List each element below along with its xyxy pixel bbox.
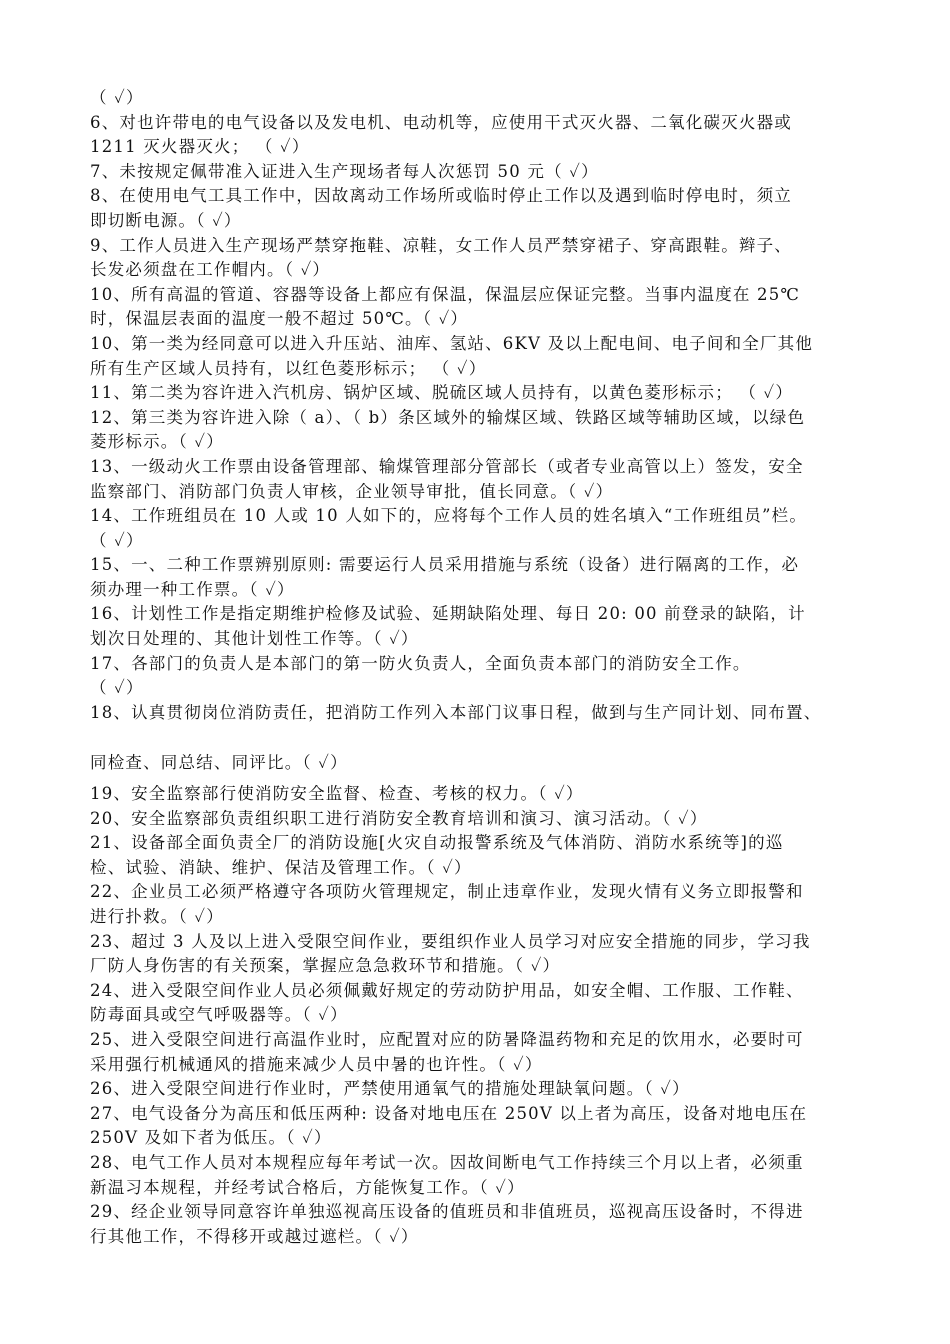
text-line: 所有生产区域人员持有，以红色菱形标示； （ ✓） <box>90 358 487 378</box>
text-line: 长发必须盘在工作帽内。（ ✓） <box>90 260 331 280</box>
text-line: 监察部门、消防部门负责人审核，企业领导审批，值长同意。（ ✓） <box>90 481 614 501</box>
text-line: （ ✓） <box>90 678 144 698</box>
text-line <box>90 1249 870 1274</box>
text-line: 26、进入受限空间进行作业时，严禁使用通氧气的措施处理缺氧问题。（ ✓） <box>90 1079 690 1099</box>
text-line: 25、进入受限空间进行高温作业时，应配置对应的防暑降温药物和充足的饮用水，必要时可 <box>90 1029 804 1049</box>
text-line: 17、各部门的负责人是本部门的第一防火负责人，全面负责本部门的消防安全工作。 <box>90 653 751 673</box>
text-line <box>90 1274 870 1299</box>
text-line: 新温习本规程，并经考试合格后，方能恢复工作。（ ✓） <box>90 1177 525 1197</box>
document-page <box>90 86 870 1299</box>
text-line: 29、经企业领导同意容许单独巡视高压设备的值班员和非值班员，巡视高压设备时，不得进 <box>90 1202 804 1222</box>
text-line: 18、认真贯彻岗位消防责任，把消防工作列入本部门议事日程，做到与生产同计划、同布置、 <box>90 702 822 722</box>
text-line: 19、安全监察部行使消防安全监督、检查、考核的权力。（ ✓） <box>90 784 584 804</box>
text-line: 21、设备部全面负责全厂的消防设施[火灾自动报警系统及气体消防、消防水系统等]的巡 <box>90 833 784 853</box>
text-line: 进行扑救。（ ✓） <box>90 907 224 926</box>
text-line: 行其他工作，不得移开或越过遮栏。（ ✓） <box>90 1226 419 1246</box>
text-line: 7、未按规定佩带准入证进入生产现场者每人次惩罚 50 元（ ✓） <box>90 161 599 181</box>
text-line: 13、一级动火工作票由设备管理部、输煤管理部分管部长（或者专业高管以上）签发，安全 <box>90 456 804 476</box>
text-line: 同检查、同总结、同评比。（ ✓） <box>90 753 348 773</box>
text-line: 250V 及如下者为低压。（ ✓） <box>90 1128 332 1148</box>
text-line: 时，保温层表面的温度一般不超过 50℃。（ ✓） <box>90 309 469 329</box>
text-line: 16、计划性工作是指定期维护检修及试验、延期缺陷处理、每日 20: 00 前登录的缺陷，计 <box>90 604 806 624</box>
paragraph-gap <box>90 725 870 751</box>
text-line: 检、试验、消缺、维护、保洁及管理工作。（ ✓） <box>90 857 472 877</box>
text-line: 15、一、二种工作票辨别原则: 需要运行人员采用措施与系统（设备）进行隔离的工作，必 <box>90 555 800 575</box>
text-line: 须办理一种工作票。（ ✓） <box>90 579 295 599</box>
text-line: 厂防人身伤害的有关预案，掌握应急急救环节和措施。（ ✓） <box>90 956 561 976</box>
text-line: 1211 灭火器灭火； （ ✓） <box>90 137 310 157</box>
text-line: 22、企业员工必须严格遵守各项防火管理规定，制止违章作业，发现火情有义务立即报警和 <box>90 882 804 902</box>
text-line: 菱形标示。（ ✓） <box>90 432 224 452</box>
text-line: （ ✓） <box>90 530 144 550</box>
text-line: （ ✓） <box>90 88 144 107</box>
text-line: 14、工作班组员在 10 人或 10 人如下的，应将每个工作人员的姓名填入“工作班组员”栏。 <box>90 506 808 526</box>
text-line: 防毒面具或空气呼吸器等。（ ✓） <box>90 1005 348 1025</box>
text-line: 11、第二类为容许进入汽机房、锅炉区域、脱硫区域人员持有，以黄色菱形标示； （ ✓） <box>90 383 794 403</box>
text-line: 划次日处理的、其他计划性工作等。（ ✓） <box>90 629 419 649</box>
text-line: 10、第一类为经同意可以进入升压站、油库、氢站、6KV 及以上配电间、电子间和全厂其他 <box>90 333 814 353</box>
text-line: 20、安全监察部负责组织职工进行消防安全教育培训和演习、演习活动。（ ✓） <box>90 808 708 828</box>
text-line: 9、工作人员进入生产现场严禁穿拖鞋、凉鞋，女工作人员严禁穿裙子、穿高跟鞋。辫子、 <box>90 235 792 255</box>
text-line: 28、电气工作人员对本规程应每年考试一次。因故间断电气工作持续三个月以上者，必须重 <box>90 1152 804 1172</box>
text-line: 10、所有高温的管道、容器等设备上都应有保温，保温层应保证完整。当事内温度在 25℃ <box>90 284 801 304</box>
text-line: 27、电气设备分为高压和低压两种: 设备对地电压在 250V 以上者为高压，设备对地电压在 <box>90 1103 808 1123</box>
text-line: 6、对也许带电的电气设备以及发电机、电动机等，应使用干式灭火器、二氧化碳灭火器或 <box>90 112 792 132</box>
text-line: 即切断电源。（ ✓） <box>90 210 242 230</box>
text-line: 12、第三类为容许进入除（ a）、（ b）条区域外的输煤区域、铁路区域等辅助区域，以绿色 <box>90 407 806 427</box>
text-line: 8、在使用电气工具工作中，因故离动工作场所或临时停止工作以及遇到临时停电时，须立 <box>90 186 792 206</box>
text-line: 23、超过 3 人及以上进入受限空间作业，要组织作业人员学习对应安全措施的同步，学习我 <box>90 931 811 951</box>
text-line: 24、进入受限空间作业人员必须佩戴好规定的劳动防护用品，如安全帽、工作服、工作鞋、 <box>90 980 804 1000</box>
text-line: 采用强行机械通风的措施来减少人员中暑的也许性。（ ✓） <box>90 1054 543 1074</box>
